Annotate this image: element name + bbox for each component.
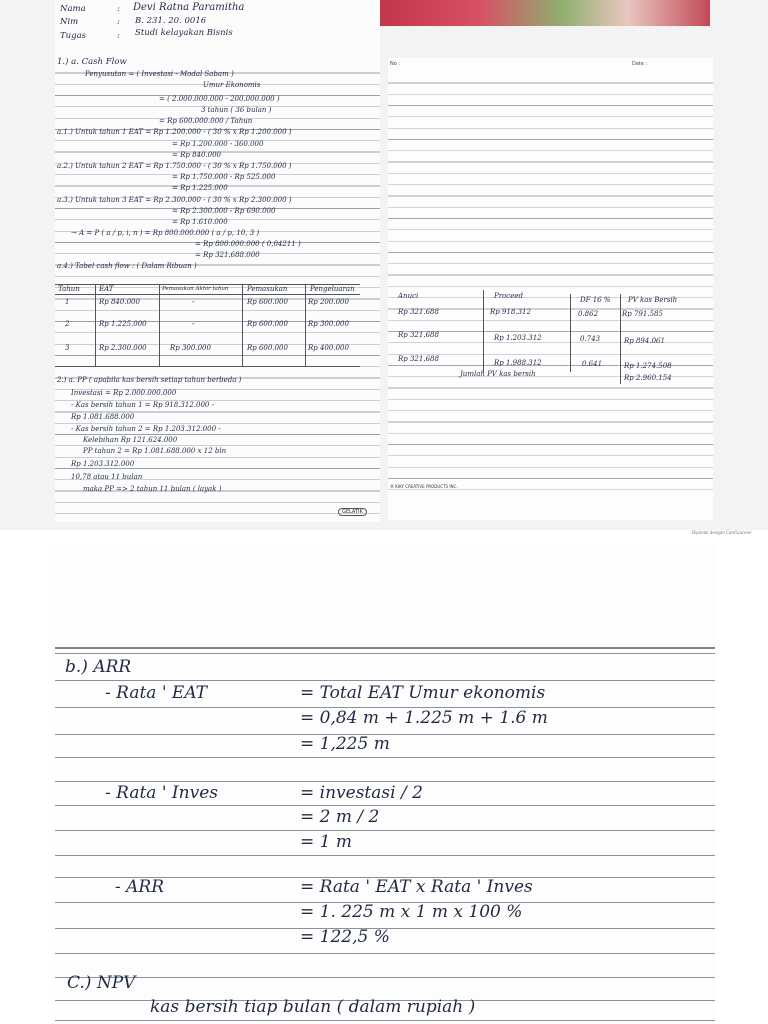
cash-flow-line: = Rp 1.750.000 - Rp 525.000 [172, 173, 276, 181]
pp-line: maka PP => 2 tahun 11 bulan ( layak ) [83, 485, 222, 493]
kiky-brand: ® KIKY CREATIVE PRODUCTS INC. [390, 484, 458, 489]
no-label: No : [390, 61, 401, 67]
cash-table-header: Tahun [58, 285, 80, 293]
pv-total-value: Rp 2.960.154 [624, 374, 672, 382]
pv-table-header: PV kas Bersih [628, 296, 678, 304]
cash-flow-line: = Rp 321.688.000 [195, 251, 260, 259]
identity-header: Nama : Devi Ratna Paramitha Nim : B. 231. 20. 0016 Tugas : Studi kelayakan Bisnis [55, 0, 380, 52]
rata-eat-line: = Total EAT Umur ekonomis [300, 683, 546, 703]
bottom-notebook-page [55, 545, 715, 1024]
cash-flow-line: = Rp 1.225.000 [172, 184, 228, 192]
cash-flow-line: a.2.) Untuk tahun 2 EAT = Rp 1.750.000 - ( 30 % x Rp 1.750.000 ) [57, 162, 292, 170]
cash-table-header: Pengeluaran [310, 285, 355, 293]
cash-flow-line: 3 tahun ( 36 bulan ) [201, 106, 272, 114]
cash-flow-line: = ( 2.000.000.000 - 200.000.000 ) [159, 95, 280, 103]
pv-table-header: DF 16 % [580, 296, 611, 304]
rata-eat-label: - Rata ' EAT [105, 683, 208, 703]
rata-inves-line: = 2 m / 2 [300, 807, 380, 827]
pv-table-header: Proceed [494, 292, 523, 300]
arr-line: = 1. 225 m x 1 m x 100 % [300, 902, 523, 922]
cash-flow-line: → A = P ( a / p, i, n ) = Rp 800.000.000 ( a / p, 10, 3 ) [71, 229, 260, 237]
arr-heading: b.) ARR [65, 657, 132, 677]
cash-flow-line: Umur Ekonomis [203, 81, 261, 89]
fabric-background-photo [380, 0, 710, 26]
scanner-watermark: Dipindai dengan CamScanner [692, 530, 752, 535]
cash-flow-line: Penyusutan = ( Investasi - Modal Sabam ) [85, 70, 234, 78]
cash-flow-line: 1.) a. Cash Flow [57, 57, 127, 67]
arr-line: = Rata ' EAT x Rata ' Inves [300, 877, 533, 897]
pp-line: Investasi = Rp 2.000.000.000 [71, 389, 177, 397]
cash-flow-line: a.3.) Untuk tahun 3 EAT = Rp 2.300.000 - ( 30 % x Rp 2.300.000 ) [57, 196, 292, 204]
npv-heading: C.) NPV [67, 973, 136, 993]
pp-line: Rp 1.203.312.000 [71, 460, 135, 468]
cash-flow-line: = Rp 800.000.000 ( 0,04211 ) [195, 240, 301, 248]
rata-eat-line: = 0,84 m + 1.225 m + 1.6 m [300, 708, 548, 728]
pv-total-label: Jumlah PV kas bersih [460, 370, 536, 378]
cash-flow-line: = Rp 840.000 [172, 151, 222, 159]
pp-line: - Kas bersih tahun 2 = Rp 1.203.312.000 - [71, 425, 221, 433]
tugas-label: Tugas [60, 31, 87, 41]
pp-line: Kelebihan Rp 121.624.000 [83, 436, 178, 444]
rata-eat-line: = 1,225 m [300, 734, 390, 754]
cash-flow-line: = Rp 1.610.000 [172, 218, 228, 226]
npv-line: kas bersih tiap bulan ( dalam rupiah ) [150, 997, 476, 1017]
cash-table-header: Pemasukan Akhir tahun [162, 286, 229, 292]
cash-flow-line: = Rp 600.000.000 / Tahun [159, 117, 253, 125]
cash-table-header: Pemasukan [247, 285, 288, 293]
rata-inves-line: = investasi / 2 [300, 783, 423, 803]
rata-inves-line: = 1 m [300, 832, 352, 852]
cash-table-header: EAT [99, 285, 114, 293]
pp-line: - Kas bersih tahun 1 = Rp 918.312.000 - [71, 401, 214, 409]
right-notebook-page: No : Date : Anuci Proceed DF 16 % PV kas Bersih Rp 321.688 Rp 918.312 0.862 Rp 791.585 Rp 321.688 Rp 1.203.312 0.743 Rp 894.061 Rp 321.688 Rp 1.988.312 0.641 Rp 1.274.508 Jumlah PV kas bersih Rp 2.960.154 ® KIKY CREATIVE PRODUCTS INC. [388, 58, 713, 520]
pp-line: Rp 1.081.688.000 [71, 413, 135, 421]
cash-flow-line: = Rp 2.300.000 - Rp 690.000 [172, 207, 276, 215]
pv-table-header: Anuci [398, 292, 419, 300]
cash-flow-line: a.4.) Tabel cash flow : ( Dalam Ribuan ) [57, 262, 197, 270]
rata-inves-label: - Rata ' Inves [105, 783, 218, 803]
pp-line: 2.) a. PP ( apabila kas bersih setiap tahun berbeda ) [57, 376, 242, 384]
left-notebook-page: Nama : Devi Ratna Paramitha Nim : B. 231. 20. 0016 Tugas : Studi kelayakan Bisnis 1.) a. Cash Flow Penyusutan = ( Investasi - Modal Sabam ) Umur Ekonomis = ( 2.000.000.000 - 200.000.000 ) 3 tahun ( 36 bulan ) = Rp 600.000.000 / Tahun a.1.) Untuk tahun 1 EAT = Rp 1.200.000 - ( 30 % x Rp 1.200.000 ) = Rp 1.200.000 - 360.000 = Rp 840.000 a.2.) Untuk tahun 2 EAT = Rp 1.750.000 - ( 30 % x Rp 1.750.000 ) = Rp 1.750.000 - Rp 525.000 = Rp 1.225.000 a.3.) Untuk tahun 3 EAT = Rp 2.300.000 - ( 30 % x Rp 2.300.000 ) = Rp 2.300.000 - Rp 690.000 = Rp 1.610.000 → A = P ( a / p, i, n ) = Rp 800.000.000 ( a / p, 10, 3 ) = Rp 800.000.000 ( 0,04211 ) = Rp 321.688.000 a.4.) Tabel cash flow : ( Dalam Ribuan ) Tahun EAT Pemasukan Akhir tahun Pemasukan Pengeluaran 1 Rp 840.000 - Rp 600.000 Rp 200.000 2 Rp 1.225.000 - Rp 600.000 Rp 300.000 3 Rp 2.300.000 Rp 300.000 Rp 600.000 Rp 400.000 2.) a. PP ( apabila kas bersih setiap tahun berbeda ) Investasi = Rp 2.000.000.000 - Kas bersih tahun 1 = Rp 918.312.000 - Rp 1.081.688.000 - Kas bersih tahun 2 = Rp 1.203.312.000 - Kelebihan Rp 121.624.000 PP tahun 2 = Rp 1.081.688.000 x 12 bln Rp 1.203.312.000 10,78 atau 11 bulan maka PP => 2 tahun 11 bulan ( layak ) GELATIK [55, 0, 380, 522]
pp-line: 10,78 atau 11 bulan [71, 473, 143, 481]
arr-line: = 122,5 % [300, 927, 390, 947]
nama-value: Devi Ratna Paramitha [133, 2, 245, 13]
tugas-value: Studi kelayakan Bisnis [135, 28, 233, 38]
cash-flow-line: = Rp 1.200.000 - 360.000 [172, 140, 264, 148]
nim-label: Nim [60, 17, 79, 27]
date-label: Date : [632, 61, 648, 67]
arr-label: - ARR [115, 877, 165, 897]
nama-label: Nama [60, 4, 86, 14]
nim-value: B. 231. 20. 0016 [135, 16, 207, 26]
gelatik-logo: GELATIK [338, 508, 367, 516]
cash-flow-line: a.1.) Untuk tahun 1 EAT = Rp 1.200.000 - ( 30 % x Rp 1.200.000 ) [57, 128, 292, 136]
pp-line: PP tahun 2 = Rp 1.081.688.000 x 12 bln [83, 447, 227, 455]
